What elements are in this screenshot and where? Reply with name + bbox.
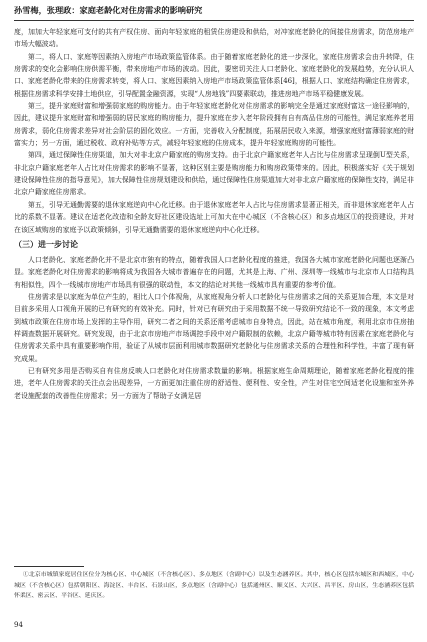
paragraph: 第五，引导无通勤需要的退休家庭逆向中心化迁移。由于退休家庭老年人占比与住房需求显著正相关，而非退休家庭老年人占比的系数不显著。建议在适老化改造和全龄友好社区建设选址上可加大在中心城区（不含核心区）和多点地区①的投资建设，并对在该区域购房的家庭予以政策倾斜，引导无通勤需要的退休家庭逆向中心化迁移。 (14, 200, 414, 234)
paragraph: 人口老龄化、家庭老龄化并不是北京市独有的特点，随着我国人口老龄化程度的推进，我国各大城市家庭老龄化问题也逐渐凸显。家庭老龄化对住房需求的影响将成为我国各大城市普遍存在的问题，尤其是上海、广州、深圳等一线城市与北京市人口结构具有相似性，四个一线城市房地产市场具有很强的联动性，本文的结论对其他一线城市具有重要的参考价值。 (14, 255, 414, 289)
paragraph: 已有研究多用是否购买自有住房反映人口老龄化对住房需求数量的影响。根据家庭生命周期理论，随着家庭老龄化程度的推进，老年人住房需求的关注点会出现差异，一方面更加注重住房的舒适性、便利性、安全性，产生对住宅空间适老化设施和室外养老设施配套的改善性住房需求；另一方面为了帮助子女满足居 (14, 366, 414, 400)
section-heading: （三）进一步讨论 (14, 239, 78, 249)
paragraph: 第三，提升家庭财富和增强弱家庭的购房能力。由于年轻家庭老龄化对住房需求的影响完全是通过家庭财富这一途径影响的，因此，建议提升家庭财富和增强弱的居民家庭的购房能力，提升家庭在步入老年阶段拥有自有高品住房的可能性，满足家庭养老用房需求，弱化住房需求差异对社会阶层的固化效应。一方面，完善收入分配制度，拓展居民收入来源，增强家庭财富薄弱家庭的财富实力；另一方面，通过税收、政府补贴等方式，减轻年轻家庭的住房成本，提升年轻家庭购房的可能性。 (14, 102, 414, 148)
paragraph: 住房需求是以家庭为单位产生的，相比人口个体视角，从家庭视角分析人口老龄化与住房需求之间的关系更加合理，本文是对目前多采用人口视角开展的已有研究的有效补充。同时，针对已有研究由于采用数据不统一导致研究结论不一致的现象，本文考虑到城市政策在住房市场上发挥的主导作用，研究二者之间的关系还需考虑城市自身特点，因此，站在城市角度，利用北京市住房抽样调查数据开展研究。研究发现，由于北京市房地产市场调控手段中对户籍限制的依赖，北京户籍等城市特有因素在家庭老龄化与住房需求关系中具有重要影响作用，验证了从城市层面利用城市数据研究老龄化与住房需求关系的合理性和科学性，丰富了现有研究成果。 (14, 292, 414, 363)
footnote-divider (14, 566, 84, 567)
footnote: ①北京市城镇家庭居住区位分为核心区、中心城区（不含核心区）、多点地区（含副中心）以及生态涵养区。其中，核心区包括东城区和西城区，中心城区（不含核心区）包括朝阳区、海淀区、丰台区、石景山区，多点地区（含副中心）包括通州区、顺义区、大兴区、昌平区、房山区，生态涵养区包括怀柔区、密云区、平谷区、延庆区。 (14, 572, 414, 599)
page-number: 94 (14, 621, 23, 629)
running-header (14, 0, 414, 21)
paragraph: 第四，通过保障性住房渠道，加大对非北京户籍家庭的购房支持。由于北京户籍家庭老年人占比与住房需求呈现倒U型关系，非北京户籍家庭老年人占比对住房需求的影响不显著，这种区别主要是购房能力和购房政策带来的。因此，积极落实好《关于规划建设保障性住房的指导意见》，加大保障性住房规划建设和供给，通过保障性住房渠道加大对非北京户籍家庭的保障性支持，满足非北京户籍家庭住房需求。 (14, 151, 414, 197)
body-text (14, 26, 414, 402)
paragraph: 度，加加大年轻家庭可支付的共有产权住房、面向年轻家庭的租赁住房建设和供给，对冲家庭老龄化的间接住房需求，防范房地产市场大幅波动。 (14, 28, 414, 49)
paragraph: 第二，将人口、家庭等因素纳入房地产市场政策监管体系。由于随着家庭老龄化的进一步深化，家庭住房需求会由升转降，住房需求的变化会影响住房供需平衡，带来房地产市场的波动。因此，要密切关注人口老龄化、家庭老龄化的发展趋势，充分认识人口、家庭老龄化带来的住房需求转变，将人口、家庭因素纳入房地产市场政策监管体系[46]，根据人口、家庭结构确定住房需求，根据住房需求科学安排土地供应，引导配置金融资源，实现“人房地钱”四要素联动，推进房地产市场平稳健康发展。 (14, 52, 414, 98)
header-title: 孙雪梅，张理政：家庭老龄化对住房需求的影响研究 (14, 5, 203, 15)
